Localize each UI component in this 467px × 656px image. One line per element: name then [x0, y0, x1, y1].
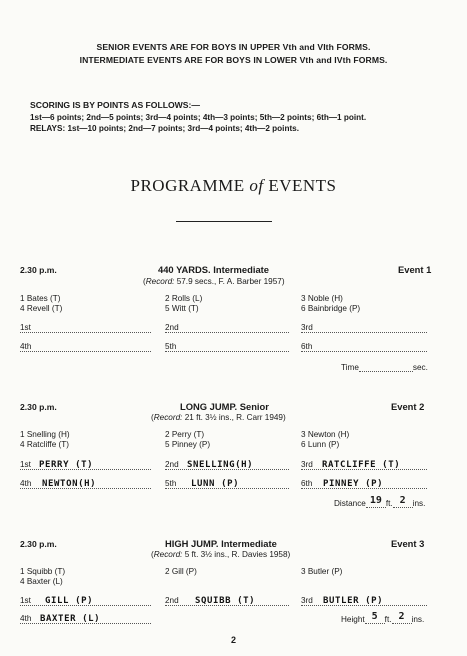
result-5th[interactable]: 5th LUNN (P) — [165, 478, 289, 490]
entry: 4 Ratcliffe (T) — [20, 440, 69, 449]
handwritten-result: BAXTER (L) — [40, 614, 101, 624]
event-number: Event 1 — [398, 264, 432, 275]
event-time: 2.30 p.m. — [20, 265, 57, 275]
entry: 2 Rolls (L) — [165, 294, 203, 303]
entry: 3 Newton (H) — [301, 430, 350, 439]
event-number: Event 2 — [391, 401, 425, 412]
intro-intermediate-note: INTERMEDIATE EVENTS ARE FOR BOYS IN LOWER Vth and IVth FORMS. — [79, 55, 388, 65]
handwritten-result: SQUIBB (T) — [195, 596, 256, 606]
event-title: HIGH JUMP. Intermediate — [165, 538, 277, 549]
result-2nd[interactable]: 2nd — [165, 322, 289, 334]
result-3rd[interactable]: 3rd BUTLER (P) — [301, 595, 427, 607]
handwritten-result: PERRY (T) — [39, 460, 94, 470]
entry: 5 Pinney (P) — [165, 440, 211, 449]
programme-title — [0, 176, 467, 196]
programme-title-of: of — [249, 176, 264, 195]
entry: 2 Perry (T) — [165, 430, 205, 439]
scoring-individual: 1st—6 points; 2nd—5 points; 3rd—4 points; 4th—3 points; 5th—2 points; 6th—1 point. — [30, 113, 367, 122]
intro-senior-note: SENIOR EVENTS ARE FOR BOYS IN UPPER Vth and VIth FORMS. — [96, 42, 371, 52]
entry: 6 Lunn (P) — [301, 440, 340, 449]
entry: 6 Bainbridge (P) — [301, 304, 361, 313]
result-6th[interactable]: 6th — [301, 341, 427, 353]
title-divider — [176, 221, 272, 222]
event-number: Event 3 — [391, 538, 425, 549]
event-time-field[interactable]: Time sec. — [341, 363, 428, 372]
result-4th[interactable]: 4th NEWTON(H) — [20, 478, 151, 490]
scoring-heading: SCORING IS BY POINTS AS FOLLOWS:— — [30, 100, 200, 110]
page-number: 2 — [230, 635, 236, 645]
result-4th[interactable]: 4th BAXTER (L) — [20, 613, 151, 625]
handwritten-result: RATCLIFFE (T) — [322, 460, 401, 470]
event-title: LONG JUMP. Senior — [180, 401, 269, 412]
scoring-relays: RELAYS: 1st—10 points; 2nd—7 points; 3rd—4 points; 4th—2 points. — [30, 124, 299, 133]
handwritten-result: GILL (P) — [45, 596, 94, 606]
entry: 3 Butler (P) — [301, 567, 343, 576]
result-2nd[interactable]: 2nd SQUIBB (T) — [165, 595, 289, 607]
handwritten-feet: 19 — [369, 495, 382, 506]
result-3rd[interactable]: 3rd RATCLIFFE (T) — [301, 459, 427, 471]
event-record: (Record: 5 ft. 3½ ins., R. Davies 1958) — [151, 550, 291, 559]
programme-title-end: EVENTS — [268, 176, 337, 195]
event-time: 2.30 p.m. — [20, 539, 57, 549]
entry: 4 Revell (T) — [20, 304, 63, 313]
event-title: 440 YARDS. Intermediate — [158, 264, 269, 275]
handwritten-inches: 2 — [399, 495, 406, 506]
event-record: (Record: 57.9 secs., F. A. Barber 1957) — [143, 277, 285, 286]
event-distance-field[interactable]: Distance 19 ft. 2 ins. — [334, 495, 426, 508]
handwritten-result: SNELLING(H) — [187, 460, 254, 470]
result-4th[interactable]: 4th — [20, 341, 151, 353]
handwritten-result: PINNEY (P) — [323, 479, 384, 489]
programme-title-main: PROGRAMME — [130, 176, 245, 195]
result-1st[interactable]: 1st — [20, 322, 151, 334]
handwritten-result: NEWTON(H) — [42, 479, 97, 489]
result-3rd[interactable]: 3rd — [301, 322, 427, 334]
handwritten-result: BUTLER (P) — [323, 596, 384, 606]
event-record: (Record: 21 ft. 3½ ins., R. Carr 1949) — [151, 413, 286, 422]
entry: 1 Squibb (T) — [20, 567, 66, 576]
result-5th[interactable]: 5th — [165, 341, 289, 353]
result-2nd[interactable]: 2nd SNELLING(H) — [165, 459, 289, 471]
entry: 1 Bates (T) — [20, 294, 61, 303]
result-6th[interactable]: 6th PINNEY (P) — [301, 478, 427, 490]
entry: 4 Baxter (L) — [20, 577, 63, 586]
event-time: 2.30 p.m. — [20, 402, 57, 412]
event-height-field[interactable]: Height 5 ft. 2 ins. — [341, 611, 425, 624]
entry: 1 Snelling (H) — [20, 430, 70, 439]
result-1st[interactable]: 1st GILL (P) — [20, 595, 151, 607]
entry: 5 Witt (T) — [165, 304, 199, 313]
result-1st[interactable]: 1st PERRY (T) — [20, 459, 151, 471]
handwritten-inches: 2 — [398, 611, 405, 622]
handwritten-result: LUNN (P) — [191, 479, 240, 489]
entry: 2 Gill (P) — [165, 567, 197, 576]
entry: 3 Noble (H) — [301, 294, 343, 303]
handwritten-feet: 5 — [371, 611, 378, 622]
